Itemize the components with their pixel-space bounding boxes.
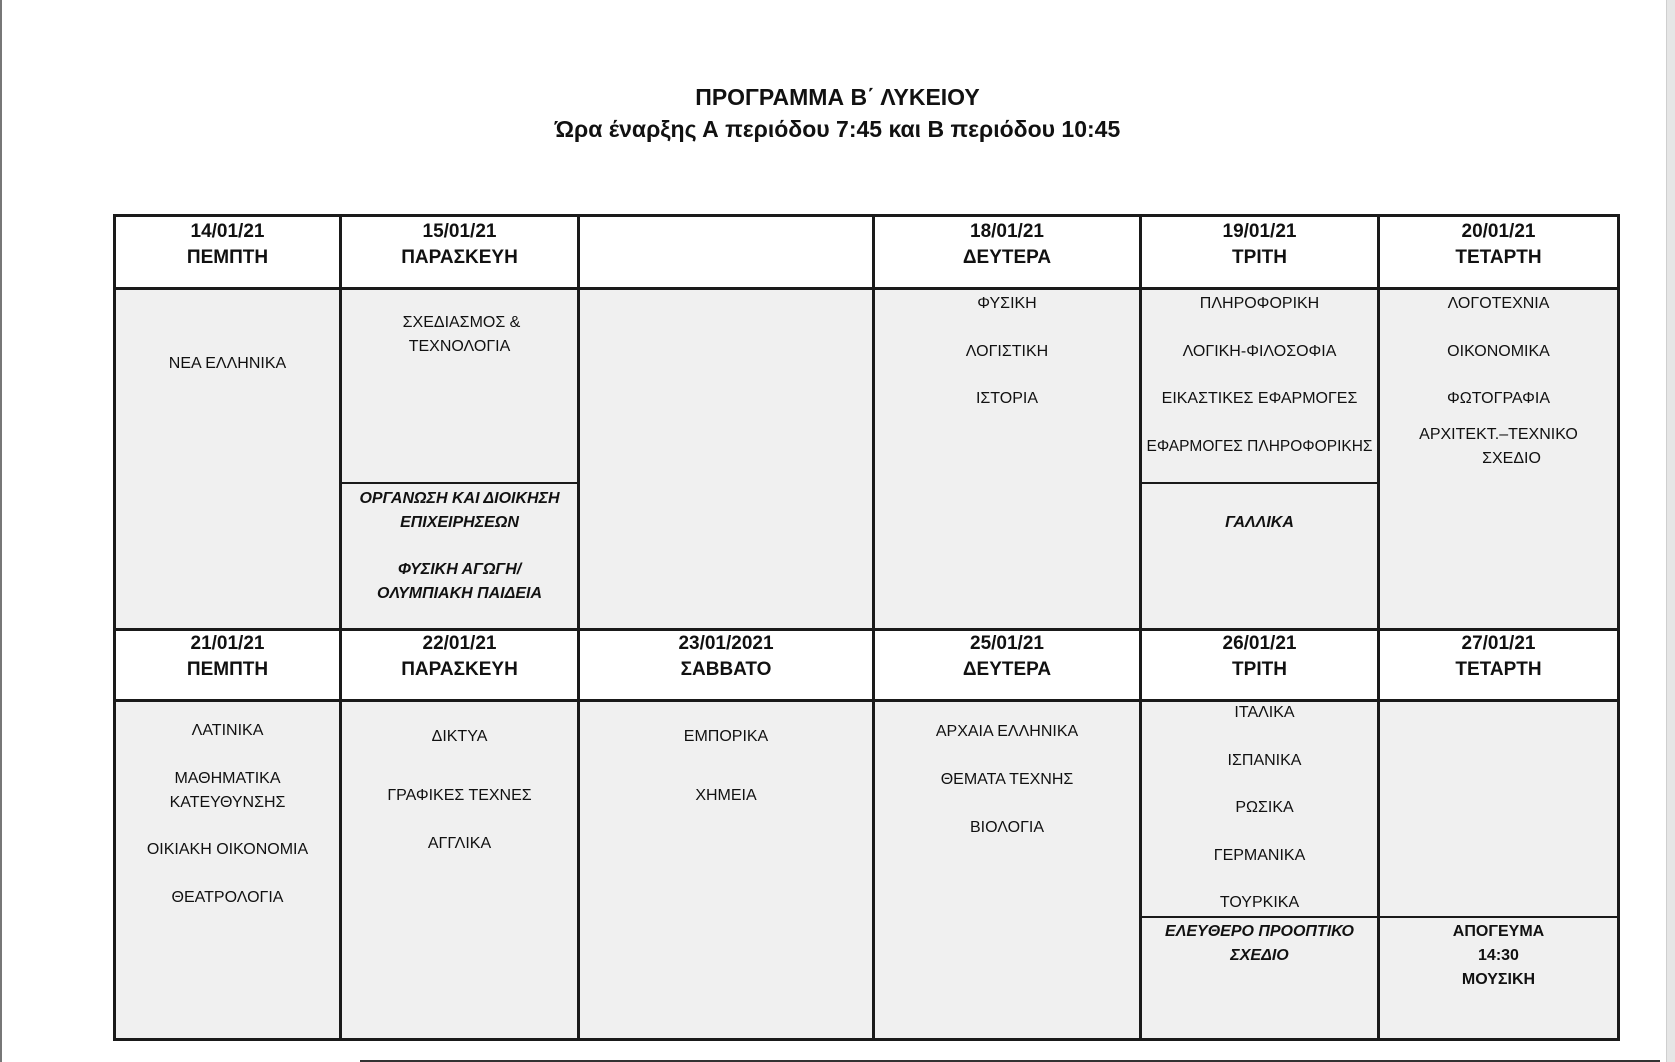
header-cell-week2-col4 xyxy=(875,631,1139,683)
cell-split-line xyxy=(1142,482,1377,484)
subject-entry-bold: ΟΛΥΜΠΙΑΚΗ ΠΑΙΔΕΙΑ xyxy=(376,585,543,602)
subject-entry: ΟΙΚΙΑΚΗ ΟΙΚΟΝΟΜΙΑ xyxy=(146,841,309,858)
subject-entry: ΓΡΑΦΙΚΕΣ ΤΕΧΝΕΣ xyxy=(387,787,532,804)
header-date: 20/01/21 xyxy=(1461,221,1536,242)
header-day: ΠΑΡΑΣΚΕΥΗ xyxy=(401,659,518,680)
subject-entry: ΛΟΓΟΤΕΧΝΙΑ xyxy=(1447,295,1550,312)
subject-entry-bold: ΓΑΛΛΙΚΑ xyxy=(1225,514,1294,531)
header-cell-week1-col1 xyxy=(116,219,339,271)
subject-entry: ΙΣΠΑΝΙΚΑ xyxy=(1227,752,1302,769)
subject-entry: ΔΙΚΤΥΑ xyxy=(431,728,488,745)
subject-entry: ΓΕΡΜΑΝΙΚΑ xyxy=(1213,847,1306,864)
header-date: 27/01/21 xyxy=(1461,633,1536,654)
subject-entry: ΘΕΑΤΡΟΛΟΓΙΑ xyxy=(171,889,284,906)
header-day: ΠΕΜΠΤΗ xyxy=(186,659,269,680)
header-day: ΤΕΤΑΡΤΗ xyxy=(1455,247,1542,268)
header-cell-week2-col5 xyxy=(1142,631,1377,683)
header-day: ΣΑΒΒΑΤΟ xyxy=(680,659,772,680)
header-date: 15/01/21 xyxy=(422,221,497,242)
header-date: 23/01/2021 xyxy=(678,633,774,654)
col-divider xyxy=(577,217,580,1038)
subject-entry: ΙΣΤΟΡΙΑ xyxy=(975,390,1039,407)
subject-entry: ΕΙΚΑΣΤΙΚΕΣ ΕΦΑΡΜΟΓΕΣ xyxy=(1161,390,1358,407)
subject-entry: ΝΕΑ ΕΛΛΗΝΙΚΑ xyxy=(168,355,287,372)
subject-entry: ΒΙΟΛΟΓΙΑ xyxy=(970,819,1044,836)
page-subtitle: Ώρα έναρξης Α περιόδου 7:45 και Β περιόδου 10:45 xyxy=(554,116,1121,142)
header-cell-week1-col4 xyxy=(875,219,1139,271)
subject-entry-bold: 14:30 xyxy=(1478,947,1519,964)
page-title: ΠΡΟΓΡΑΜΜΑ Β΄ ΛΥΚΕΙΟΥ xyxy=(695,84,980,110)
subject-entry: ΑΓΓΛΙΚΑ xyxy=(427,835,492,852)
subject-entry: ΙΤΑΛΙΚΑ xyxy=(1234,704,1295,721)
header-cell-week1-col6 xyxy=(1380,219,1617,271)
header-day: ΔΕΥΤΕΡΑ xyxy=(962,659,1052,680)
subject-entry-bold: ΦΥΣΙΚΗ ΑΓΩΓΗ/ xyxy=(397,561,522,578)
header-day: ΤΕΤΑΡΤΗ xyxy=(1455,659,1542,680)
subject-entry: ΧΗΜΕΙΑ xyxy=(695,787,757,804)
cell-split-line xyxy=(1142,916,1377,918)
header-cell-week2-col2 xyxy=(342,631,577,683)
header-day: ΠΕΜΠΤΗ xyxy=(186,247,269,268)
header-date: 22/01/21 xyxy=(422,633,497,654)
header-cell-week2-col6 xyxy=(1380,631,1617,683)
exam-schedule-table xyxy=(113,214,1620,1041)
header-cell-week2-col3 xyxy=(580,631,872,683)
subject-entry: ΟΙΚΟΝΟΜΙΚΑ xyxy=(1447,343,1550,360)
subject-entry: ΣΧΕΔΙΑΣΜΟΣ & xyxy=(402,314,521,331)
header-date: 26/01/21 xyxy=(1222,633,1297,654)
subject-entry: ΦΩΤΟΓΡΑΦΙΑ xyxy=(1446,390,1551,407)
subject-entry-bold: ΟΡΓΑΝΩΣΗ ΚΑΙ ΔΙΟΙΚΗΣΗ xyxy=(359,490,560,507)
subject-entry: ΕΜΠΟΡΙΚΑ xyxy=(683,728,769,745)
subject-entry: ΛΟΓΙΚΗ-ΦΙΛΟΣΟΦΙΑ xyxy=(1182,343,1337,360)
header-cell-week2-col1 xyxy=(116,631,339,683)
subject-entry: ΠΛΗΡΟΦΟΡΙΚΗ xyxy=(1199,295,1320,312)
subject-entry: ΑΡΧΙΤΕΚΤ.–ΤΕΧΝΙΚΟ xyxy=(1419,426,1578,443)
header-date: 21/01/21 xyxy=(190,633,265,654)
subject-entry: ΤΕΧΝΟΛΟΓΙΑ xyxy=(408,338,511,355)
header-day: ΠΑΡΑΣΚΕΥΗ xyxy=(401,247,518,268)
subject-entry: ΡΩΣΙΚΑ xyxy=(1235,799,1294,816)
subject-entry: ΕΦΑΡΜΟΓΕΣ ΠΛΗΡΟΦΟΡΙΚΗΣ xyxy=(1146,438,1373,455)
header-date: 18/01/21 xyxy=(970,221,1044,242)
subject-entry: ΜΑΘΗΜΑΤΙΚΑ xyxy=(174,770,281,787)
header-date: 14/01/21 xyxy=(190,221,265,242)
cell-split-line xyxy=(1380,916,1617,918)
subject-entry: ΚΑΤΕΥΘΥΝΣΗΣ xyxy=(169,794,286,811)
scrollbar-strip[interactable] xyxy=(1666,0,1675,1062)
subject-entry: ΑΡΧΑΙΑ ΕΛΛΗΝΙΚΑ xyxy=(935,723,1079,740)
header-cell-week1-col2 xyxy=(342,219,577,271)
subject-entry-bold: ΑΠΟΓΕΥΜΑ xyxy=(1452,923,1545,940)
subject-entry: ΦΥΣΙΚΗ xyxy=(977,295,1037,312)
subject-entry: ΤΟΥΡΚΙΚΑ xyxy=(1219,894,1300,911)
cell-split-line xyxy=(342,482,577,484)
header-date: 19/01/21 xyxy=(1222,221,1297,242)
header-day: ΔΕΥΤΕΡΑ xyxy=(962,247,1052,268)
subject-entry: ΘΕΜΑΤΑ ΤΕΧΝΗΣ xyxy=(940,771,1074,788)
header-day: ΤΡΙΤΗ xyxy=(1232,659,1287,680)
subject-entry-bold: ΕΠΙΧΕΙΡΗΣΕΩΝ xyxy=(400,514,519,531)
header-day: ΤΡΙΤΗ xyxy=(1232,247,1287,268)
header-cell-week1-col5 xyxy=(1142,219,1377,271)
header-date: 25/01/21 xyxy=(970,633,1044,654)
subject-entry-bold: ΣΧΕΔΙΟ xyxy=(1230,947,1289,964)
subject-entry: ΣΧΕΔΙΟ xyxy=(1482,450,1541,467)
subject-entry-bold: ΕΛΕΥΘΕΡΟ ΠΡΟΟΠΤΙΚΟ xyxy=(1165,923,1354,940)
page-left-edge xyxy=(0,0,2,1062)
subject-entry: ΛΟΓΙΣΤΙΚΗ xyxy=(965,343,1049,360)
subject-entry: ΛΑΤΙΝΙΚΑ xyxy=(191,722,264,739)
subject-entry-bold: ΜΟΥΣΙΚΗ xyxy=(1461,971,1536,988)
